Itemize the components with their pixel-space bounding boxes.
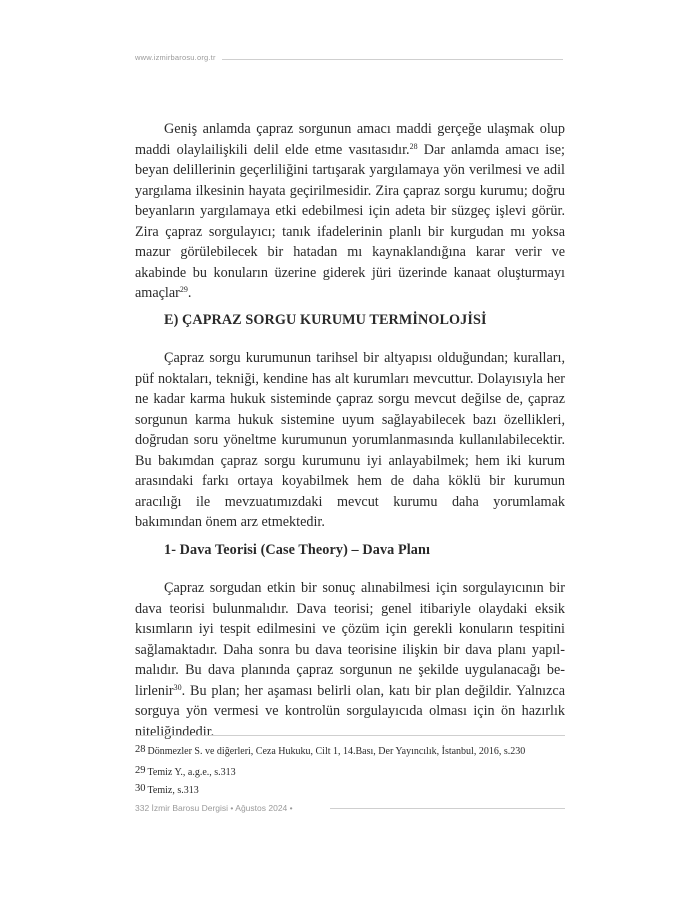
footnote-divider (135, 735, 565, 736)
footnote-29 (135, 765, 236, 778)
paragraph-terminology (135, 348, 565, 533)
page-footer: 332 İzmir Barosu Dergisi • Ağustos 2024 • (135, 803, 293, 813)
footnote-ref-30[interactable]: 30 (173, 682, 182, 692)
footnote-text: Temiz Y., a.g.e., s.313 (147, 767, 236, 778)
header-divider (222, 59, 563, 60)
paragraph-text: Çapraz sorgu kurumunun tarihsel bir altyapısı olduğundan; kuralları, püf noktaları, tekniği, kendine has alt kurumları mevcuttur. Dolayısıyla her ne kadar karma hukuk sisteminde çapraz sorgu mevcut değilse de, çapraz sorgunun karma hukuk sistemine uyum sağlayabilecek bazı özellikleri, doğrudan soru yöneltme kurumunun yorumlanmasında kullanılabilecektir. Bu bakımdan çapraz sorgu kurumunu iyi anlayabilmek; hem iki kurum arasındaki farkı ortaya koyabilmek hem de daha köklü bir kurumun aracılığı ile mevzuatımızdaki mevcut kurumu daha yorumlamak bakımından önem arz etmektedir. (135, 350, 565, 530)
footnote-30 (135, 783, 199, 796)
paragraph-purpose (135, 119, 565, 304)
footnote-number: 28 (135, 744, 146, 755)
footnote-text: Temiz, s.313 (147, 785, 199, 796)
footnote-ref-28[interactable]: 28 (409, 141, 418, 151)
subsection-heading-case-theory: 1- Dava Teorisi (Case Theory) – Dava Planı (164, 542, 431, 558)
paragraph-text: . (187, 285, 192, 301)
paragraph-case-theory (135, 578, 565, 742)
footer-divider (330, 808, 565, 809)
paragraph-text: Geniş anlamda çapraz sorgunun amacı maddi gerçeğe ulaşmak olup maddi olaylailişkili delil elde etme vasıtasıdır. (135, 121, 565, 158)
footnote-28 (135, 744, 525, 757)
footnote-text: Dönmezler S. ve diğerleri, Ceza Hukuku, Cilt 1, 14.Bası, Der Yayıncılık, İstanbul, 2016, s.230 (147, 746, 526, 757)
paragraph-text: . Bu plan; her aşaması belirli olan, katı bir plan değildir. Yalnızca sorguya yön vermesi ve kontrolün sorgulayıcıda olması için ön hazırlık niteliğindedir. (135, 682, 565, 740)
footnote-number: 29 (135, 765, 146, 776)
header-url: www.izmirbarosu.org.tr (135, 53, 216, 62)
section-heading-terminology: E) ÇAPRAZ SORGU KURUMU TERMİNOLOJİSİ (164, 312, 487, 328)
paragraph-text: Çapraz sorgudan etkin bir sonuç alınabilmesi için sorgulayıcının bir dava teorisi bulunmalıdır. Dava teorisi; genel itibariyle olaydaki eksik kısımların iyi tespit edilmesini ve çözüm için gerekli konuların tespitini sağlamaktadır. Daha sonra bu dava teorisine ilişkin bir dava planı yapılmalıdır. Bu dava planında çapraz sorgunun ne şekilde uygulanacağı belirlenir (135, 580, 565, 699)
footnote-number: 30 (135, 783, 146, 794)
paragraph-text: Dar anlamda amacı ise; beyan delillerinin geçerliliğini tartışarak yargılamaya yön verilmesi ve adil yargılama ilkesinin hayata geçirilmesidir. Zira çapraz sorgu kurumu; doğru beyanların yargılamaya etki edebilmesi için adeta bir süzgeç işlevi görür. Zira çapraz sorgulayıcı; tanık ifadelerinin planlı bir kurgudan mı yoksa mazur görülebilecek bir hatadan mı kaynaklandığına karar verir ve akabinde bu konuların üzerine giderek jüri üzerinde kanaat oluşturmayı amaçlar (135, 141, 565, 301)
footnote-ref-29[interactable]: 29 (179, 285, 188, 294)
